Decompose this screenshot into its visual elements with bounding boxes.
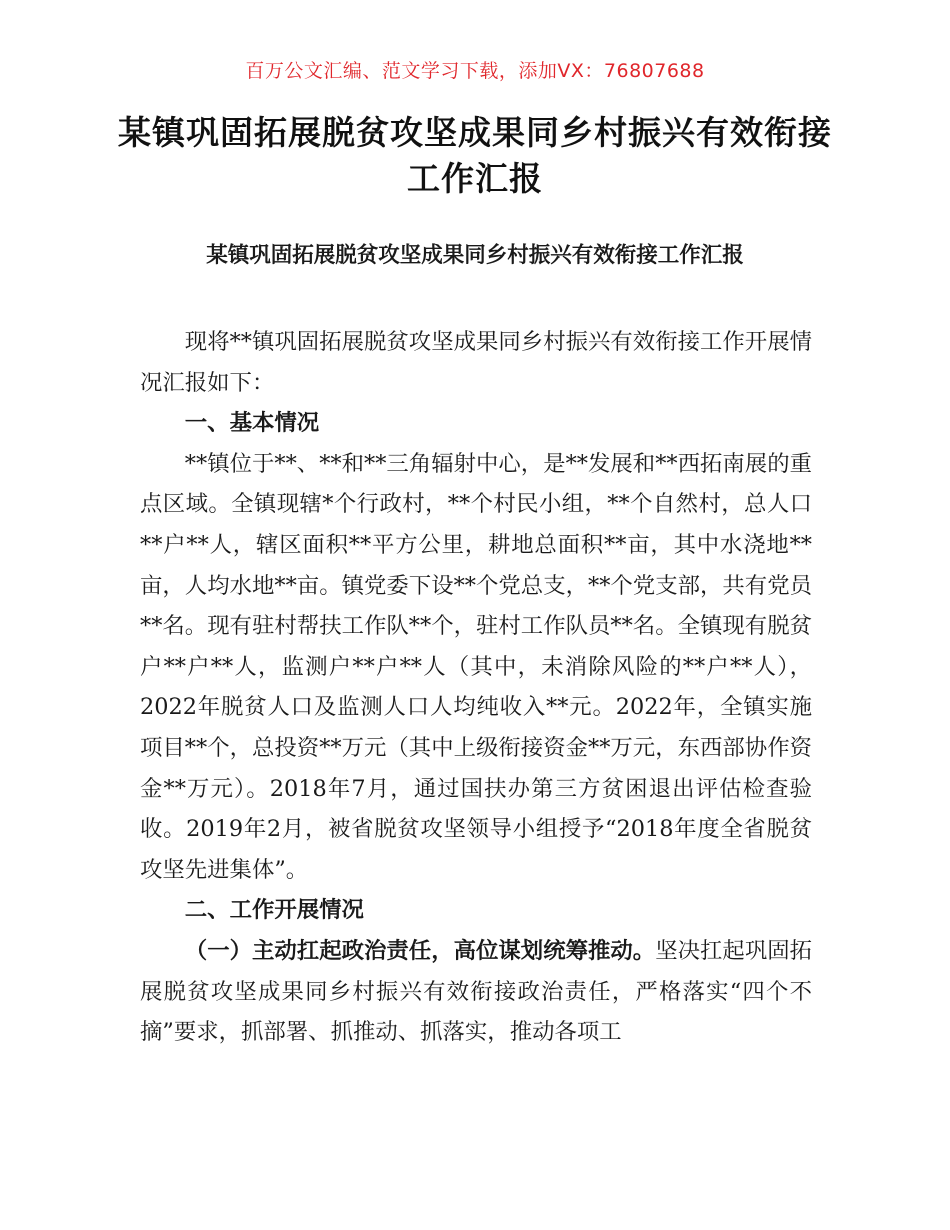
intro-paragraph: 现将**镇巩固拓展脱贫攻坚成果同乡村振兴有效衔接工作开展情况汇报如下： xyxy=(140,329,812,396)
work-item-1-lead: （一）主动扛起政治责任，高位谋划统筹推动。 xyxy=(184,937,656,964)
work-item-1-paragraph xyxy=(140,931,812,1053)
basic-info-paragraph: **镇位于**、**和**三角辐射中心，是**发展和**西拓南展的重点区域。全镇现辖*个行政村，**个村民小组，**个自然村，总人口**户**人，辖区面积**平方公里，耕地总面积**亩，其中水浇地**亩，人均水地**亩。镇党委下设**个党总支，**个党支部，共有党员**名。现有驻村帮扶工作队**个，驻村工作队员**名。全镇现有脱贫户**户**人，监测户**户**人（其中，未消除风险的**户**人），2022年脱贫人口及监测人口人均纯收入**元。2022年，全镇实施项目**个，总投资**万元（其中上级衔接资金**万元，东西部协作资金**万元）。2018年7月，通过国扶办第三方贫困退出评估检查验收。2019年2月，被省脱贫攻坚领导小组授予“2018年度全省脱贫攻坚先进集体”。 xyxy=(140,450,812,883)
work-item-1-body: 坚决扛起巩固拓展脱贫攻坚成果同乡村振兴有效衔接政治责任，严格落实“四个不摘”要求，抓部署、抓推动、抓落实，推动各项工 xyxy=(140,937,813,1046)
document-title: 某镇巩固拓展脱贫攻坚成果同乡村振兴有效衔接工作汇报 xyxy=(118,113,832,198)
document-subtitle: 某镇巩固拓展脱贫攻坚成果同乡村振兴有效衔接工作汇报 xyxy=(206,243,744,268)
watermark-banner: 百万公文汇编、范文学习下载，添加VX：76807688 xyxy=(245,60,705,82)
document-body xyxy=(140,322,812,1053)
section-heading-work-progress: 二、工作开展情况 xyxy=(184,897,364,924)
section-heading-basic-info: 一、基本情况 xyxy=(184,410,320,437)
